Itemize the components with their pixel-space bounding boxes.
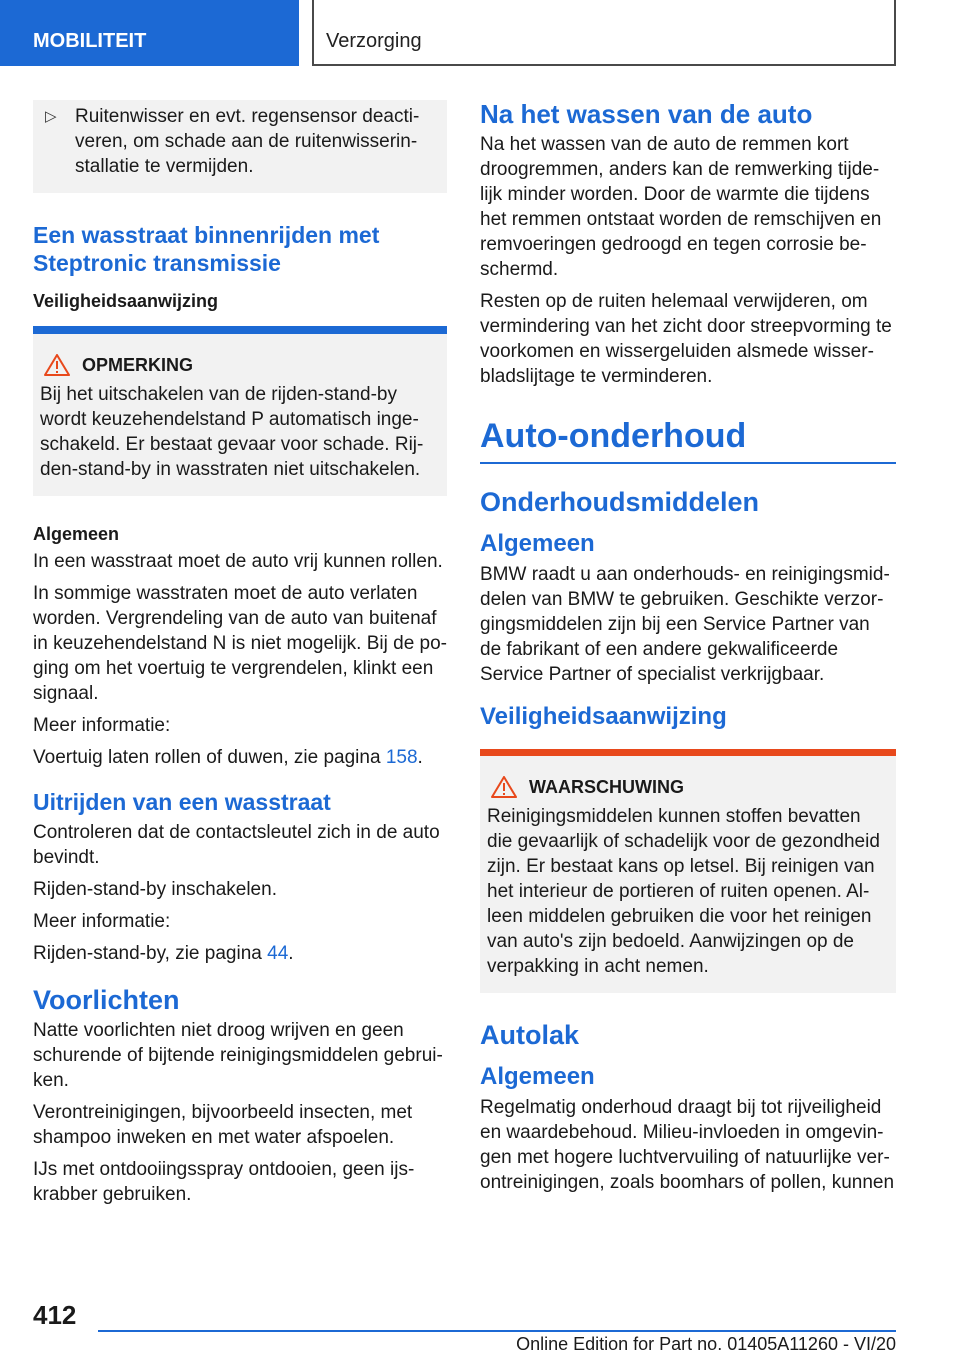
more-info-label: Meer informatie: (33, 715, 171, 736)
more-info-label: Meer informatie: (33, 911, 171, 932)
paragraph: In een wasstraat moet de auto vrij kunnen rollen. (33, 551, 443, 572)
warning-title: WAARSCHUWING (529, 776, 684, 797)
page-link[interactable]: 44 (267, 943, 289, 964)
safety-label: Veiligheidsaanwijzing (33, 291, 219, 311)
section-tab: MOBILITEIT (0, 0, 299, 66)
page-header (0, 0, 960, 66)
warning-box (480, 749, 896, 993)
left-column (33, 100, 447, 1214)
safety-heading: Veiligheidsaanwijzing (480, 703, 727, 730)
paragraph: Natte voorlichten niet droog wrijven en geen schurende of bijtende reinigingsmiddelen gebrui-ken. (33, 1020, 443, 1091)
after-wash-heading: Na het wassen van de auto (480, 99, 813, 129)
general-heading: Algemeen (480, 530, 595, 557)
paragraph: Resten op de ruiten helemaal verwijderen, om vermindering van het zicht door streepvorming te voorkomen en wissergeluiden alsmede wisser-bladslijtage te verminderen. (480, 291, 892, 387)
step-box (33, 100, 447, 193)
care-products-heading: Onderhoudsmiddelen (480, 487, 760, 517)
notice-box (33, 326, 447, 496)
step-text: Ruitenwisser en evt. regensensor deacti-veren, om schade aan de ruitenwisserin-stallatie te vermijden. (75, 106, 420, 177)
right-column (480, 100, 896, 1202)
paragraph: BMW raadt u aan onderhouds- en reinigingsmid-delen van BMW te gebruiken. Geschikte verzor-gingsmiddelen zijn bij een Service Partner van de fabrikant of een andere gekwalificeerde Service Partner of specialist verkrijgbaar. (480, 564, 890, 685)
notice-title: OPMERKING (82, 354, 194, 375)
page-number: 412 (33, 1300, 77, 1330)
paragraph: Regelmatig onderhoud draagt bij tot rijveiligheid en waardebehoud. Milieu-invloeden in omgevin-gen met hogere luchtvervuiling of natuurlijke ver-ontreinigingen, zoals boomhars of pollen, kunnen (480, 1097, 895, 1193)
chapter-tab: Verzorging (312, 0, 896, 66)
general-heading: Algemeen (480, 1063, 595, 1090)
paragraph: IJs met ontdooiingsspray ontdooien, geen ijs-krabber gebruiken. (33, 1159, 415, 1205)
general-label: Algemeen (33, 524, 120, 544)
car-wash-heading: Een wasstraat binnenrijden met Steptronic transmissie (33, 222, 380, 276)
page-link[interactable]: 158 (385, 747, 418, 768)
footer-edition: Online Edition for Part no. 01405A11260 - VI/20 (516, 1334, 896, 1354)
paragraph: In sommige wasstraten moet de auto verlaten worden. Vergrendeling van de auto van buitenaf in keuzehendelstand N is niet mogelijk. Bij de po-ging om het voertuig te vergrendelen, klinkt een signaal. (33, 583, 448, 704)
page-reference: Voertuig laten rollen of duwen, zie pagina 158. (33, 747, 423, 768)
page-reference: Rijden-stand-by, zie pagina 44. (33, 943, 294, 964)
warning-triangle-icon (44, 354, 70, 376)
headlights-heading: Voorlichten (33, 985, 180, 1015)
notice-text: Bij het uitschakelen van de rijden-stand-by wordt keuzehendelstand P automatisch inge-schakeld. Er bestaat gevaar voor schade. Rij-den-stand-by in wasstraten niet uitschakelen. (40, 384, 424, 480)
warning-text: Reinigingsmiddelen kunnen stoffen bevatten die gevaarlijk of schadelijk voor de gezondheid zijn. Er bestaat kans op letsel. Bij reinigen van het interieur de portieren of ruiten openen. Al-leen middelen gebruiken die voor het reinigen van auto's zijn bedoeld. Aanwijzingen op de verpakking in acht nemen. (487, 806, 880, 977)
exit-car-wash-heading: Uitrijden van een wasstraat (33, 789, 331, 815)
footer-divider (98, 1330, 896, 1332)
warning-triangle-icon (491, 776, 517, 798)
paragraph: Controleren dat de contactsleutel zich in de auto bevindt. (33, 822, 440, 868)
chapter-heading: Auto-onderhoud (480, 417, 896, 464)
step-triangle-icon: ▷ (45, 108, 57, 125)
paragraph: Na het wassen van de auto de remmen kort droogremmen, anders kan de remwerking tijde-lijk minder worden. Door de warmte die tijdens het remmen ontstaat worden de remschijven en remvoeringen gedroogd en tegen corrosie be-schermd. (480, 134, 882, 280)
paragraph: Rijden-stand-by inschakelen. (33, 879, 277, 900)
paragraph: Verontreinigingen, bijvoorbeeld insecten, met shampoo inweken en met water afspoelen. (33, 1102, 413, 1148)
paint-heading: Autolak (480, 1020, 580, 1050)
